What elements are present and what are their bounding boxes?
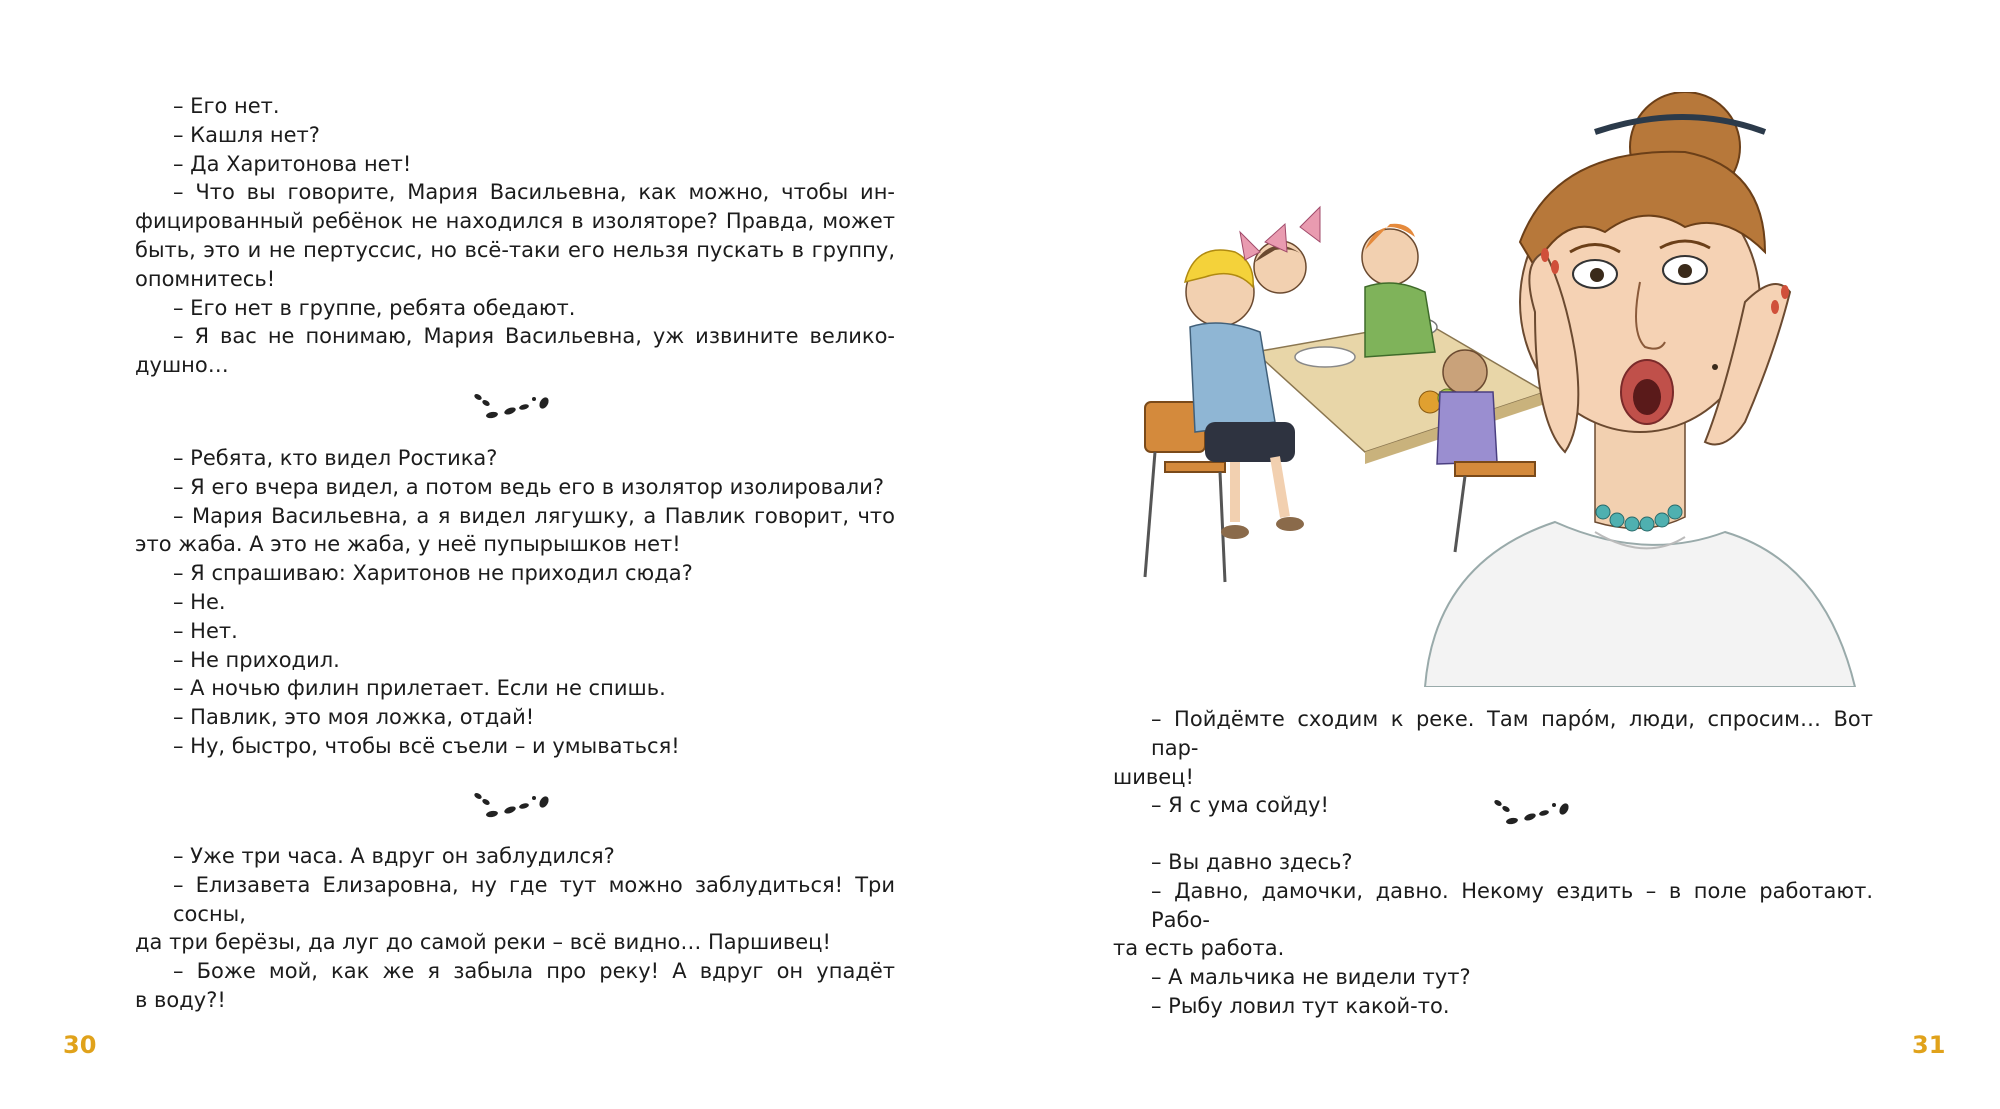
text-line: – Не. (173, 589, 226, 614)
text-line: опомнитесь! (135, 266, 276, 291)
text-line: – Я с ума сойду! (1151, 793, 1329, 818)
text-line: шивец! (1113, 764, 1194, 789)
text-line: – А ночью филин прилетает. Если не спишь. (173, 676, 666, 701)
text-line: – Кашля нет? (173, 122, 320, 147)
text-line: – Ну, быстро, чтобы всё съели – и умываться! (173, 733, 680, 758)
text-line: – Давно, дамочки, давно. Некому ездить – в поле работают. Рабо- (1151, 878, 1873, 932)
text-line: – Елизавета Елизаровна, ну где тут можно заблудиться! Три сосны, (173, 872, 895, 926)
text-line: да три берёзы, да луг до самой реки – всё видно… Паршивец! (135, 930, 831, 955)
text-line: – Его нет. (173, 94, 280, 118)
text-line: в воду?! (135, 987, 226, 1012)
footprints-icon (468, 389, 558, 429)
right-page (1000, 0, 2000, 1109)
text-line: – Нет. (173, 618, 238, 643)
left-section-1 (135, 92, 895, 380)
page-number: 30 (63, 1031, 97, 1059)
text-line: – Да Харитонова нет! (173, 151, 412, 176)
text-line: – Уже три часа. А вдруг он заблудился? (173, 844, 615, 868)
text-line: – Мария Васильевна, а я видел лягушку, а Павлик говорит, что (173, 503, 895, 528)
text-line: – А мальчика не видели тут? (1151, 965, 1471, 990)
text-line: – Рыбу ловил тут какой-то. (1151, 993, 1450, 1018)
text-line: – Что вы говорите, Мария Васильевна, как можно, чтобы ин- (173, 180, 895, 205)
text-line: – Я его вчера видел, а потом ведь его в изолятор изолировали? (173, 474, 885, 499)
text-line: – Боже мой, как же я забыла про реку! А вдруг он упадёт (173, 959, 895, 984)
page-number: 31 (1912, 1031, 1946, 1059)
teacher-children-illustration (1125, 92, 1895, 687)
text-line: та есть работа. (1113, 936, 1285, 961)
text-line: – Вы давно здесь? (1151, 850, 1353, 874)
footprints-icon (1488, 795, 1578, 835)
footprints-icon (468, 788, 558, 828)
text-line: это жаба. А это не жаба, у неё пупырышков нет! (135, 532, 681, 557)
text-line: – Павлик, это моя ложка, отдай! (173, 705, 535, 730)
text-line: фицированный ребёнок не находился в изоляторе? Правда, может (135, 209, 895, 234)
text-line: быть, это и не пертуссис, но всё-таки его нельзя пускать в группу, (135, 237, 895, 262)
left-section-2 (135, 444, 895, 761)
text-line: – Пойдёмте сходим к реке. Там паро́м, люди, спросим… Вот пар- (1151, 707, 1873, 760)
text-line: – Его нет в группе, ребята обедают. (173, 295, 576, 320)
text-line: – Я спрашиваю: Харитонов не приходил сюда? (173, 561, 693, 586)
text-line: – Не приходил. (173, 647, 340, 672)
left-section-3 (135, 842, 895, 1015)
text-line: – Я вас не понимаю, Мария Васильевна, уж извините велико- (173, 324, 895, 349)
right-section-2 (1113, 848, 1873, 1021)
text-line: – Ребята, кто видел Ростика? (173, 446, 498, 470)
text-line: душно… (135, 353, 229, 378)
